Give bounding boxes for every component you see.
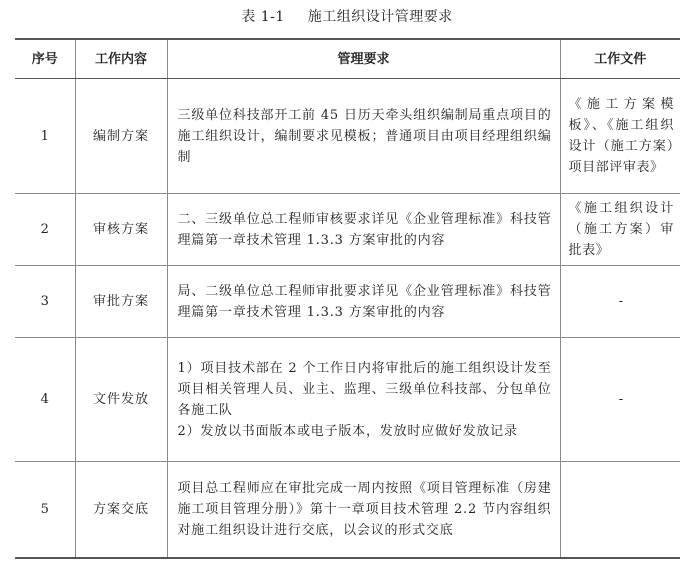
document-cell: 《施工方案模板》、《施工组织设计（施工方案）项目部评审表》 [560,79,680,194]
requirement-cell [167,338,560,462]
document-cell: - [560,338,680,462]
requirement-cell [167,194,560,266]
table-row [15,266,680,338]
work-content-cell: 审批方案 [75,266,167,338]
work-content-cell: 审核方案 [75,194,167,266]
document-cell: - [560,266,680,338]
document-cell: 《施工组织设计（施工方案）审批表》 [560,194,680,266]
row-number: 4 [15,338,75,462]
requirement-cell [167,266,560,338]
requirement-text: 项目总工程师应在审批完成一周内按照《项目管理标准（房建施工项目管理分册）》第十一章项目技术管理 2.2 节内容组织对施工组织设计进行交底，以会议的形式交底 [177,480,552,538]
row-number: 2 [15,194,75,266]
header-work-content: 工作内容 [75,39,167,79]
table-row [15,338,680,462]
header-management-requirement: 管理要求 [167,39,560,79]
document-cell [560,462,680,558]
work-content-cell: 文件发放 [75,338,167,462]
row-number: 5 [15,462,75,558]
management-requirements-table [15,38,680,559]
requirement-text: 局、二级单位总工程师审批要求详见《企业管理标准》科技管理篇第一章技术管理 1.3.3 方案审批的内容 [177,283,552,320]
row-number: 3 [15,266,75,338]
table-row [15,462,680,558]
table-header-row [15,39,680,79]
work-content-cell: 方案交底 [75,462,167,558]
requirement-cell [167,462,560,558]
header-no: 序号 [15,39,75,79]
requirement-item-1: 1）项目技术部在 2 个工作日内将审批后的施工组织设计发至项目相关管理人员、业主、监理、三级单位科技部、分包单位各施工队 [177,360,552,418]
header-work-document: 工作文件 [560,39,680,79]
row-number: 1 [15,79,75,194]
table-row [15,194,680,266]
requirement-text: 三级单位科技部开工前 45 日历天牵头组织编制局重点项目的施工组织设计，编制要求见模板；普通项目由项目经理组织编制 [177,107,552,165]
table-caption [0,6,694,26]
requirement-cell [167,79,560,194]
table-title: 施工组织设计管理要求 [307,9,453,25]
table-row [15,79,680,194]
table-number: 表 1-1 [241,9,285,25]
requirement-text: 二、三级单位总工程师审核要求详见《企业管理标准》科技管理篇第一章技术管理 1.3.3 方案审批的内容 [177,211,552,248]
work-content-cell: 编制方案 [75,79,167,194]
requirement-item-2: 2）发放以书面版本或电子版本，发放时应做好发放记录 [177,423,518,439]
